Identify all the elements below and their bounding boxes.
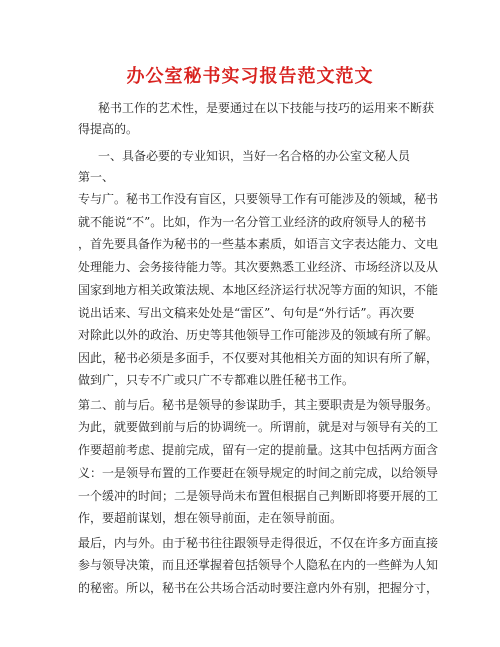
- paragraph-line: 的秘密。所以，秘书在公共场合活动时要注意内外有别，把握分寸，: [78, 581, 439, 595]
- paragraph-line: 为此，就要做到前与后的协调统一。所谓前，就是对与领导有关的工: [78, 420, 439, 434]
- paragraph-line: 作，要超前谋划，想在领导前面，走在领导前面。: [78, 511, 343, 525]
- paragraph-line: 义：一是领导布置的工作要赶在领导规定的时间之前完成，以给领导: [78, 466, 439, 480]
- paragraph-line: 一个缓冲的时间；二是领导尚未布置但根据自己判断即将要开展的工: [78, 489, 439, 503]
- section-heading: 一、具备必要的专业知识，当好一名合格的办公室文秘人员: [98, 149, 411, 163]
- paragraph-line: 作要超前考虑、提前完成，留有一定的提前量。这其中包括两方面含: [78, 443, 439, 457]
- paragraph-line: 因此，秘书必须是多面手，不仅要对其他相关方面的知识有所了解，: [78, 351, 439, 365]
- paragraph-line: 得提高的。: [78, 122, 139, 136]
- paragraph-line: ，首先要具备作为秘书的一些基本素质，如语言文字表达能力、文电: [78, 237, 439, 251]
- paragraph-line: 就不能说“不”。比如，作为一名分管工业经济的政府领导人的秘书: [78, 215, 427, 229]
- paragraph-line: 第二、前与后。秘书是领导的参谋助手，其主要职责是为领导服务。: [78, 398, 439, 412]
- paragraph-line: 处理能力、会务接待能力等。其次要熟悉工业经济、市场经济以及从: [78, 260, 439, 274]
- paragraph-line: 最后，内与外。由于秘书往往跟领导走得很近，不仅在许多方面直接: [78, 536, 439, 550]
- document-title: 办公室秘书实习报告范文范文: [126, 66, 374, 87]
- paragraph-line: 第一、: [78, 170, 115, 184]
- paragraph-line: 说出话来、写出文稿来处处是“雷区”、句句是“外行话”。再次要: [78, 306, 415, 320]
- paragraph-line: 做到广，只专不广或只广不专都难以胜任秘书工作。: [78, 373, 355, 387]
- paragraph-line: 对除此以外的政治、历史等其他领导工作可能涉及的领域有所了解。: [78, 328, 439, 342]
- paragraph-line: 秘书工作的艺术性，是要通过在以下技能与技巧的运用来不断获: [98, 101, 435, 115]
- paragraph-line: 参与领导决策，而且还掌握着包括领导个人隐私在内的一些鲜为人知: [78, 558, 439, 572]
- paragraph-line: 国家到地方相关政策法规、本地区经济运行状况等方面的知识，不能: [78, 283, 439, 297]
- paragraph-line: 专与广。秘书工作没有盲区，只要领导工作有可能涉及的领域，秘书: [78, 192, 439, 206]
